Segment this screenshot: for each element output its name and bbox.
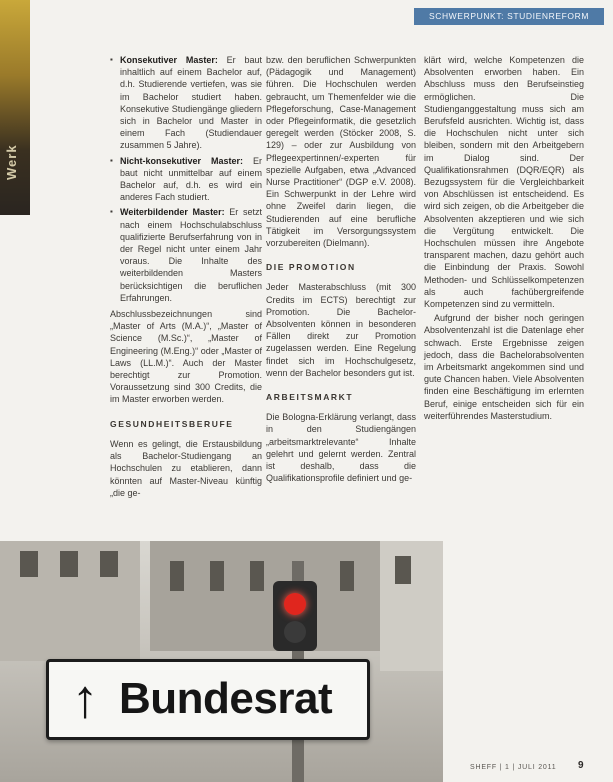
- section-heading: ARBEITSMARKT: [266, 392, 354, 403]
- list-item: ▪ Weiterbildender Master: Er setzt nach einem Hochschulabschluss qualifizierte Berufserfahrung von in der Regel nicht unter einem Jahr voraus. Die Inhalte des weiterbildenden Masters berücksichtigen die beruflichen Erfahrungen.: [110, 206, 262, 304]
- paragraph: Aufgrund der bisher noch geringen Absolventenzahl ist die Datenlage eher schwach. Erste Ergebnisse zeigen jedoch, dass die Bachelorabsolventen im Arbeitsmarkt angekommen sind und gute Chancen haben. Viele Absolventen finden eine Beschäftigung im erlernten Beruf, einige entscheiden sich für ein weiterführendes Masterstudium.: [424, 313, 584, 421]
- master-types-list: [110, 54, 262, 304]
- off-light: [284, 621, 306, 643]
- traffic-light: [273, 581, 317, 651]
- window: [100, 551, 118, 577]
- section-heading: DIE PROMOTION: [266, 262, 356, 273]
- page-number: 9: [578, 760, 584, 771]
- window: [60, 551, 78, 577]
- red-light: [284, 593, 306, 615]
- paragraph: Die Bologna-Erklärung verlangt, dass in den Studiengängen „arbeitsmarktrelevante“ Inhalte gelehrt und gelernt werden. Zentral ist deshalb, dass die Qualifikationsprofile definiert und ge-: [266, 412, 416, 484]
- left-photo-strip: [0, 0, 30, 215]
- list-item: ▪ Konsekutiver Master: Er baut inhaltlich auf einem Bachelor auf, d.h. Studierende vertiefen, was sie im Bachelor studiert haben. Konsekutive Studiengänge gliedern sich in Bachelor und Master in einem Fach (Studiendauer zusammen 5 Jahre).: [110, 54, 262, 152]
- paragraph: Jeder Masterabschluss (mit 300 Credits im ECTS) berechtigt zur Promotion. Die Bachelor-Absolventen können in besonderen Fällen direkt zur Promotion zugelassen werden. Eine Regelung findet sich im Hochschulgesetz, wenn der Bachelor besonders gut ist.: [266, 282, 416, 378]
- column-2: [266, 54, 416, 487]
- building-right: [380, 541, 443, 671]
- section-heading: GESUNDHEITSBERUFE: [110, 418, 234, 429]
- window: [170, 561, 184, 591]
- column-3: [424, 54, 584, 424]
- strip-lettering: Werk: [4, 144, 19, 180]
- paragraph: Abschlussbezeichnungen sind „Master of Arts (M.A.)“, „Master of Science (M.Sc.)“, „Master of Engineering (M.Eng.)“ oder „Master of Laws (LL.M.)“. Auch der Master berechtigt zur Promotion. Voraussetzung sind 300 Credits, die im Master erworben werden.: [110, 309, 262, 405]
- building-center: [150, 541, 380, 651]
- paragraph: Wenn es gelingt, die Erstausbildung als Bachelor-Studiengang an Hochschulen zu etablieren, dann könnten auf Master-Niveau künftig „die ge-: [110, 438, 262, 498]
- window: [20, 551, 38, 577]
- paragraph: klärt wird, welche Kompetenzen die Absolventen erworben haben. Ein Abschluss muss den Berufseinstieg ermöglichen. Die Studienganggestaltung muss sich am Berufsfeld ausrichten. Wichtig ist, dass die Hochschulen nicht unter sich bleiben, sondern mit den Arbeitgebern im Dialog sind. Der Qualifikationsrahmen (DQR/EQR) als Bezugssystem für die Vergleichbarkeit von Abschlüssen ist entscheidend. Es wird sich zeigen, ob die Arbeitgeber die Absolventen akzeptieren und wie sich die Vergütung entwickelt. Die Hochschulen müssen ihre Angebote transparent machen, dazu gehört auch die Einbindung der Praxis. Sowohl Methoden- und Schlüsselkompetenzen als auch fachübergreifende Kompetenzen sind zu vermitteln.: [424, 55, 584, 310]
- street-sign: [46, 659, 370, 740]
- window: [395, 556, 411, 584]
- footer-issue: SHEFF | 1 | JULI 2011: [470, 764, 557, 771]
- paragraph: bzw. den beruflichen Schwerpunkten (Pädagogik und Management) führen. Die Hochschulen werden gebraucht, um Themenfelder wie die Pflegeforschung, Case-Management oder Pflegeinformatik, die gesetzlich geregelt werden (Stöcker 2008, S. 129) – oder zur Ausbildung von Pflegeexpertinnen/-experten für spezielle Aufgaben, etwa „Advanced Nurse Practitioner“ (DGP e.V. 2008). Ein Schwerpunkt in der Lehre wird ohne Zweifel darin liegen, die Studierenden auf eine berufliche Tätigkeit im Versorgungssystem vorzubereiten (Dielmann).: [266, 55, 416, 249]
- window: [250, 561, 264, 591]
- column-1: [110, 54, 262, 501]
- window: [340, 561, 354, 591]
- sign-label: Bundesrat: [119, 674, 333, 723]
- section-tag: SCHWERPUNKT: STUDIENREFORM: [414, 8, 604, 25]
- window: [210, 561, 224, 591]
- up-arrow-icon: ↑: [71, 669, 99, 729]
- list-item: ▪ Nicht-konsekutiver Master: Er baut nicht unmittelbar auf einem Bachelor auf, d.h. es wird ein anderes Fach studiert.: [110, 155, 262, 204]
- street-sign-photo: [0, 541, 443, 782]
